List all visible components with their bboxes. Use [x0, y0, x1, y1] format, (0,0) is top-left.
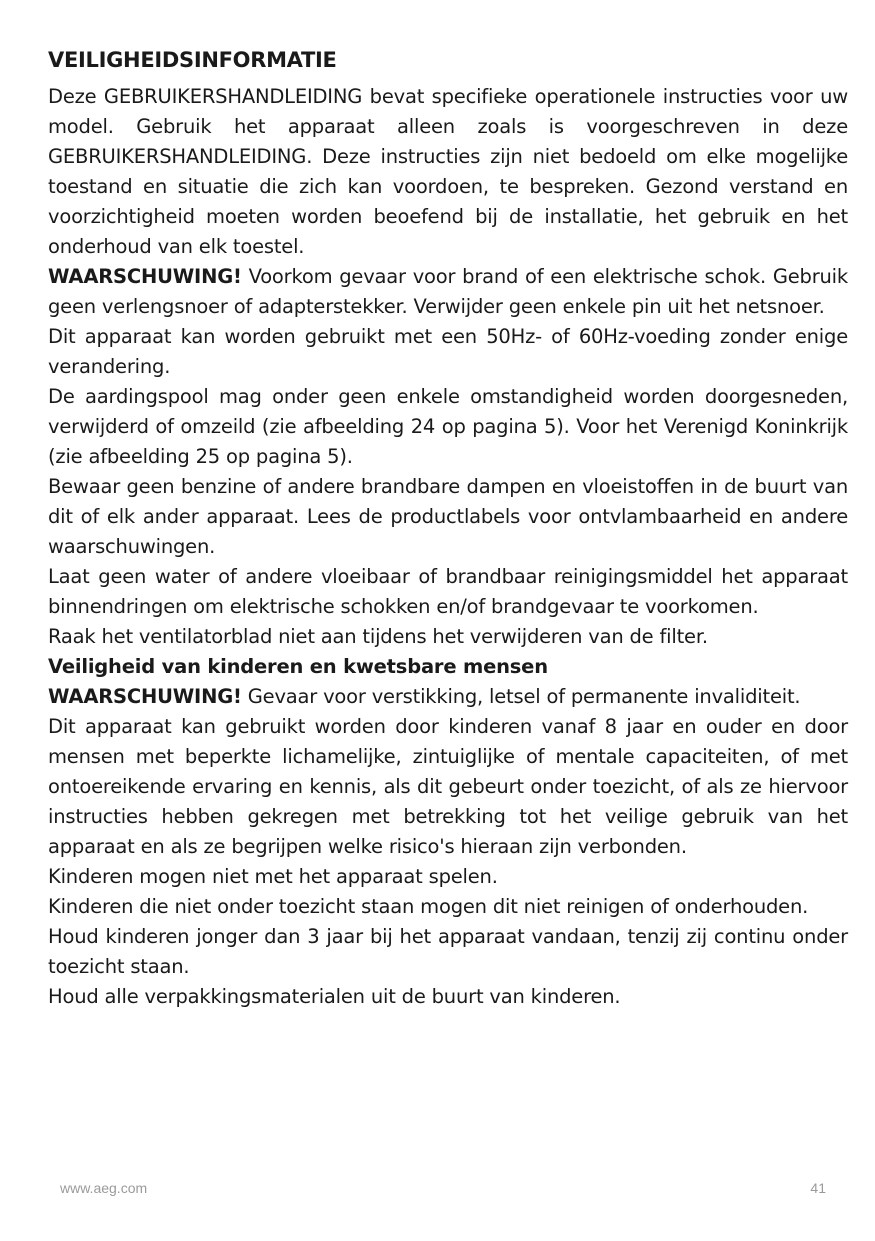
warning-suffocation-paragraph: [48, 682, 848, 712]
page-number: 41: [810, 1180, 826, 1196]
voltage-paragraph: Dit apparaat kan worden gebruikt met een 50Hz- of 60Hz-voeding zonder enige verandering.: [48, 325, 848, 378]
manual-page-content: [48, 44, 848, 1012]
earthing-paragraph: De aardingspool mag onder geen enkele omstandigheid worden doorgesneden, verwijderd of omzeild (zie afbeelding 24 op pagina 5). Voor het Verenigd Koninkrijk (zie afbeelding 25 op pagina 5).: [48, 385, 848, 468]
children-play-paragraph: Kinderen mogen niet met het apparaat spelen.: [48, 865, 498, 888]
warning-suffocation-text: Gevaar voor verstikking, letsel of permanente invaliditeit.: [241, 685, 801, 708]
warning-fire-text: Voorkom gevaar voor brand of een elektrische schok. Gebruik geen verlengsnoer of adapterstekker. Verwijder geen enkele pin uit het netsnoer.: [48, 265, 848, 318]
footer-url-link[interactable]: www.aeg.com: [60, 1180, 148, 1196]
warning-label: WAARSCHUWING!: [48, 685, 242, 708]
gasoline-paragraph: Bewaar geen benzine of andere brandbare dampen en vloeistoffen in de buurt van dit of elk ander apparaat. Lees de productlabels voor ontvlambaarheid en andere waarschuwingen.: [48, 475, 848, 558]
section-title: VEILIGHEIDSINFORMATIE: [48, 48, 337, 72]
warning-label: WAARSCHUWING!: [48, 265, 242, 288]
intro-paragraph: Deze GEBRUIKERSHANDLEIDING bevat specifieke operationele instructies voor uw model. Gebruik het apparaat alleen zoals is voorgeschreven in deze GEBRUIKERSHANDLEIDING. Deze instructies zijn niet bedoeld om elke mogelijke toestand en situatie die zich kan voordoen, te bespreken. Gezond verstand en voorzichtigheid moeten worden beoefend bij de installatie, het gebruik en het onderhoud van elk toestel.: [48, 85, 848, 258]
children-safety-heading: Veiligheid van kinderen en kwetsbare mensen: [48, 655, 548, 678]
children-under3-paragraph: Houd kinderen jonger dan 3 jaar bij het apparaat vandaan, tenzij zij continu onder toezicht staan.: [48, 925, 848, 978]
warning-fire-paragraph: [48, 262, 848, 322]
fanblade-paragraph: Raak het ventilatorblad niet aan tijdens het verwijderen van de filter.: [48, 625, 708, 648]
packaging-paragraph: Houd alle verpakkingsmaterialen uit de buurt van kinderen.: [48, 985, 621, 1008]
water-paragraph: Laat geen water of andere vloeibaar of brandbaar reinigingsmiddel het apparaat binnendringen om elektrische schokken en/of brandgevaar te voorkomen.: [48, 565, 848, 618]
children-cleaning-paragraph: Kinderen die niet onder toezicht staan mogen dit niet reinigen of onderhouden.: [48, 895, 809, 918]
children-use-paragraph: Dit apparaat kan gebruikt worden door kinderen vanaf 8 jaar en ouder en door mensen met beperkte lichamelijke, zintuiglijke of mentale capaciteiten, of met ontoereikende ervaring en kennis, als dit gebeurt onder toezicht, of als ze hiervoor instructies hebben gekregen met betrekking tot het veilige gebruik van het apparaat en als ze begrijpen welke risico's hieraan zijn verbonden.: [48, 715, 848, 858]
